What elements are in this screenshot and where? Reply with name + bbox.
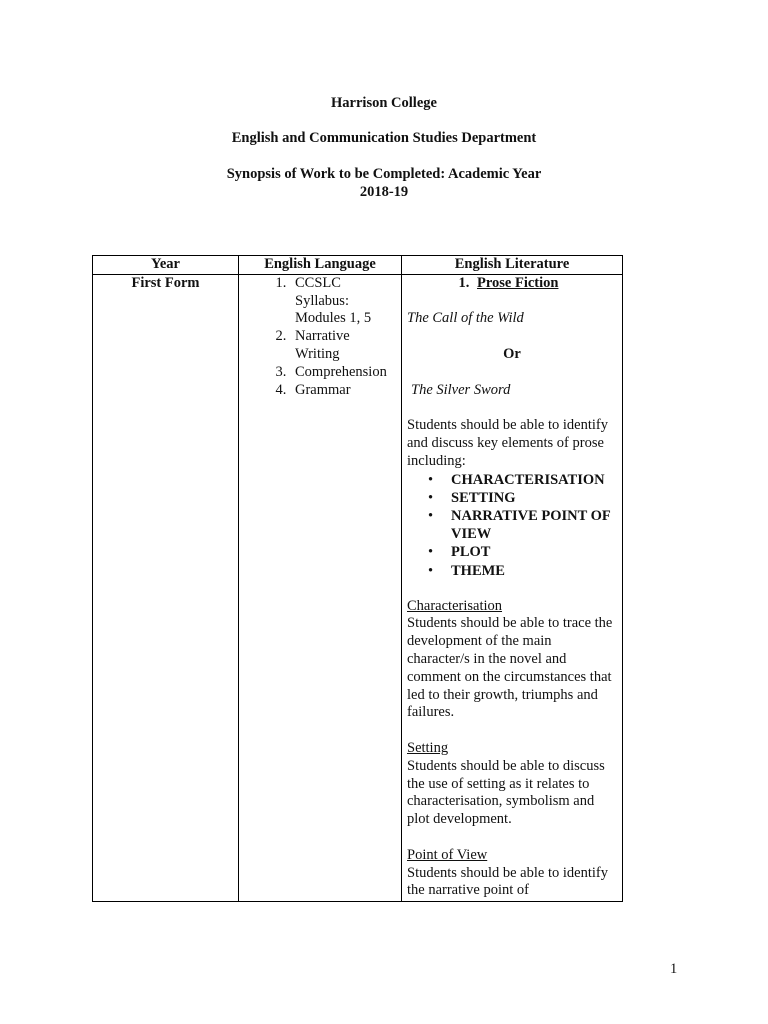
- academic-year: 2018-19: [359, 184, 409, 200]
- list-item: 1. CCSLC Syllabus: Modules 1, 5: [290, 275, 396, 328]
- table-row: [93, 274, 623, 901]
- book-title: The Call of the Wild: [407, 310, 524, 327]
- list-item: • CHARACTERISATION: [428, 471, 605, 488]
- book-title: The Silver Sword: [411, 381, 511, 398]
- bullet-icon: •: [428, 489, 434, 506]
- characterisation-heading: Characterisation: [407, 597, 503, 614]
- language-cell: [239, 274, 402, 901]
- department-name: English and Communication Studies Department: [231, 130, 537, 146]
- list-item: • PLOT: [428, 544, 491, 561]
- language-list: [244, 275, 396, 400]
- column-header-english-language: English Language: [239, 256, 402, 275]
- prose-elements-list: [407, 471, 617, 580]
- list-item: • NARRATIVE POINT OF VIEW: [428, 507, 611, 543]
- list-item: 4. Grammar: [290, 382, 396, 400]
- table-header-row: [93, 256, 623, 275]
- setting-heading: Setting: [407, 739, 449, 756]
- synopsis-table: [92, 255, 623, 902]
- list-item: • THEME: [428, 562, 505, 579]
- list-item: 2. Narrative Writing: [290, 328, 396, 364]
- point-of-view-text: Students should be able to identify the narrative point of: [407, 864, 608, 899]
- bullet-icon: •: [428, 507, 434, 524]
- synopsis-title: Synopsis of Work to be Completed: Academic Year: [226, 166, 542, 182]
- literature-cell: [402, 274, 623, 901]
- setting-text: Students should be able to discuss the use of setting as it relates to characterisation, symbolism and plot development.: [407, 757, 605, 828]
- list-item: • SETTING: [428, 489, 516, 506]
- list-item: 3. Comprehension: [290, 364, 396, 382]
- bullet-icon: •: [428, 544, 434, 561]
- prose-fiction-heading: Prose Fiction: [477, 274, 559, 291]
- page-number: 1: [670, 961, 678, 977]
- column-header-year: Year: [93, 256, 239, 275]
- bullet-icon: •: [428, 562, 434, 579]
- literature-list: [407, 275, 617, 293]
- column-header-english-literature: English Literature: [402, 256, 623, 275]
- bullet-icon: •: [428, 471, 434, 488]
- or-separator: Or: [503, 345, 521, 362]
- point-of-view-heading: Point of View: [407, 846, 488, 863]
- prose-intro-text: Students should be able to identify and discuss key elements of prose including:: [407, 417, 608, 469]
- year-cell: First Form: [93, 274, 239, 901]
- school-name: Harrison College: [331, 95, 437, 111]
- list-item: [473, 275, 617, 293]
- characterisation-text: Students should be able to trace the development of the main character/s in the novel and comment on the circumstances that led to their growth, triumphs and failures.: [407, 615, 613, 721]
